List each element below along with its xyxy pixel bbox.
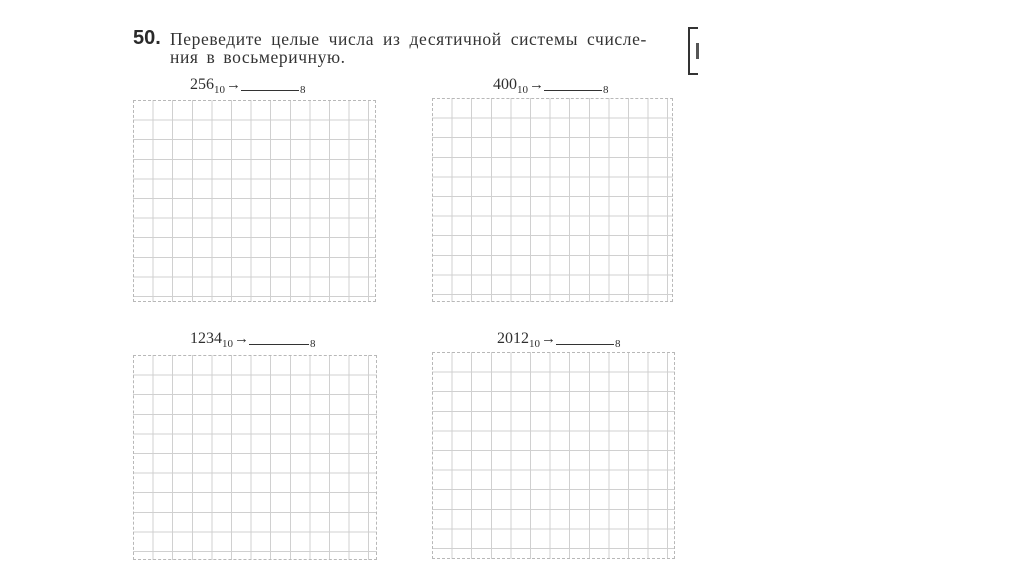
exercise-3-label: [190, 330, 316, 348]
exercise-4-to-base: 8: [615, 338, 621, 350]
exercise-1-answer-blank[interactable]: [241, 89, 299, 91]
exercise-4-answer-blank[interactable]: [556, 343, 614, 345]
margin-bracket-icon: [688, 27, 698, 75]
exercise-1-label: [190, 76, 306, 94]
exercise-2-from-base: 10: [517, 84, 528, 96]
exercise-4-label: [497, 330, 621, 348]
task-instruction-line2: ния в восьмеричную.: [170, 47, 346, 67]
exercise-3-from-base: 10: [222, 338, 233, 350]
exercise-3-grid[interactable]: [133, 355, 377, 560]
task-number: 50.: [133, 27, 161, 49]
exercise-4-from-base: 10: [529, 338, 540, 350]
exercise-2-answer-blank[interactable]: [544, 89, 602, 91]
exercise-3-number: 1234: [190, 330, 222, 347]
exercise-1-number: 256: [190, 76, 214, 93]
arrow-icon: →: [529, 77, 544, 93]
exercise-2-label: [493, 76, 609, 94]
exercise-3-to-base: 8: [310, 338, 316, 350]
arrow-icon: →: [541, 331, 556, 347]
exercise-1-from-base: 10: [214, 84, 225, 96]
exercise-2-grid[interactable]: [432, 98, 673, 302]
exercise-1-grid[interactable]: [133, 100, 376, 302]
arrow-icon: →: [226, 77, 241, 93]
exercise-3-answer-blank[interactable]: [249, 343, 309, 345]
exercise-2-to-base: 8: [603, 84, 609, 96]
exercise-1-to-base: 8: [300, 84, 306, 96]
task-instruction-line1: Переведите целые числа из десятичной системы счисле-: [170, 29, 647, 49]
arrow-icon: →: [234, 331, 249, 347]
exercise-4-grid[interactable]: [432, 352, 675, 559]
exercise-4-number: 2012: [497, 330, 529, 347]
exercise-2-number: 400: [493, 76, 517, 93]
